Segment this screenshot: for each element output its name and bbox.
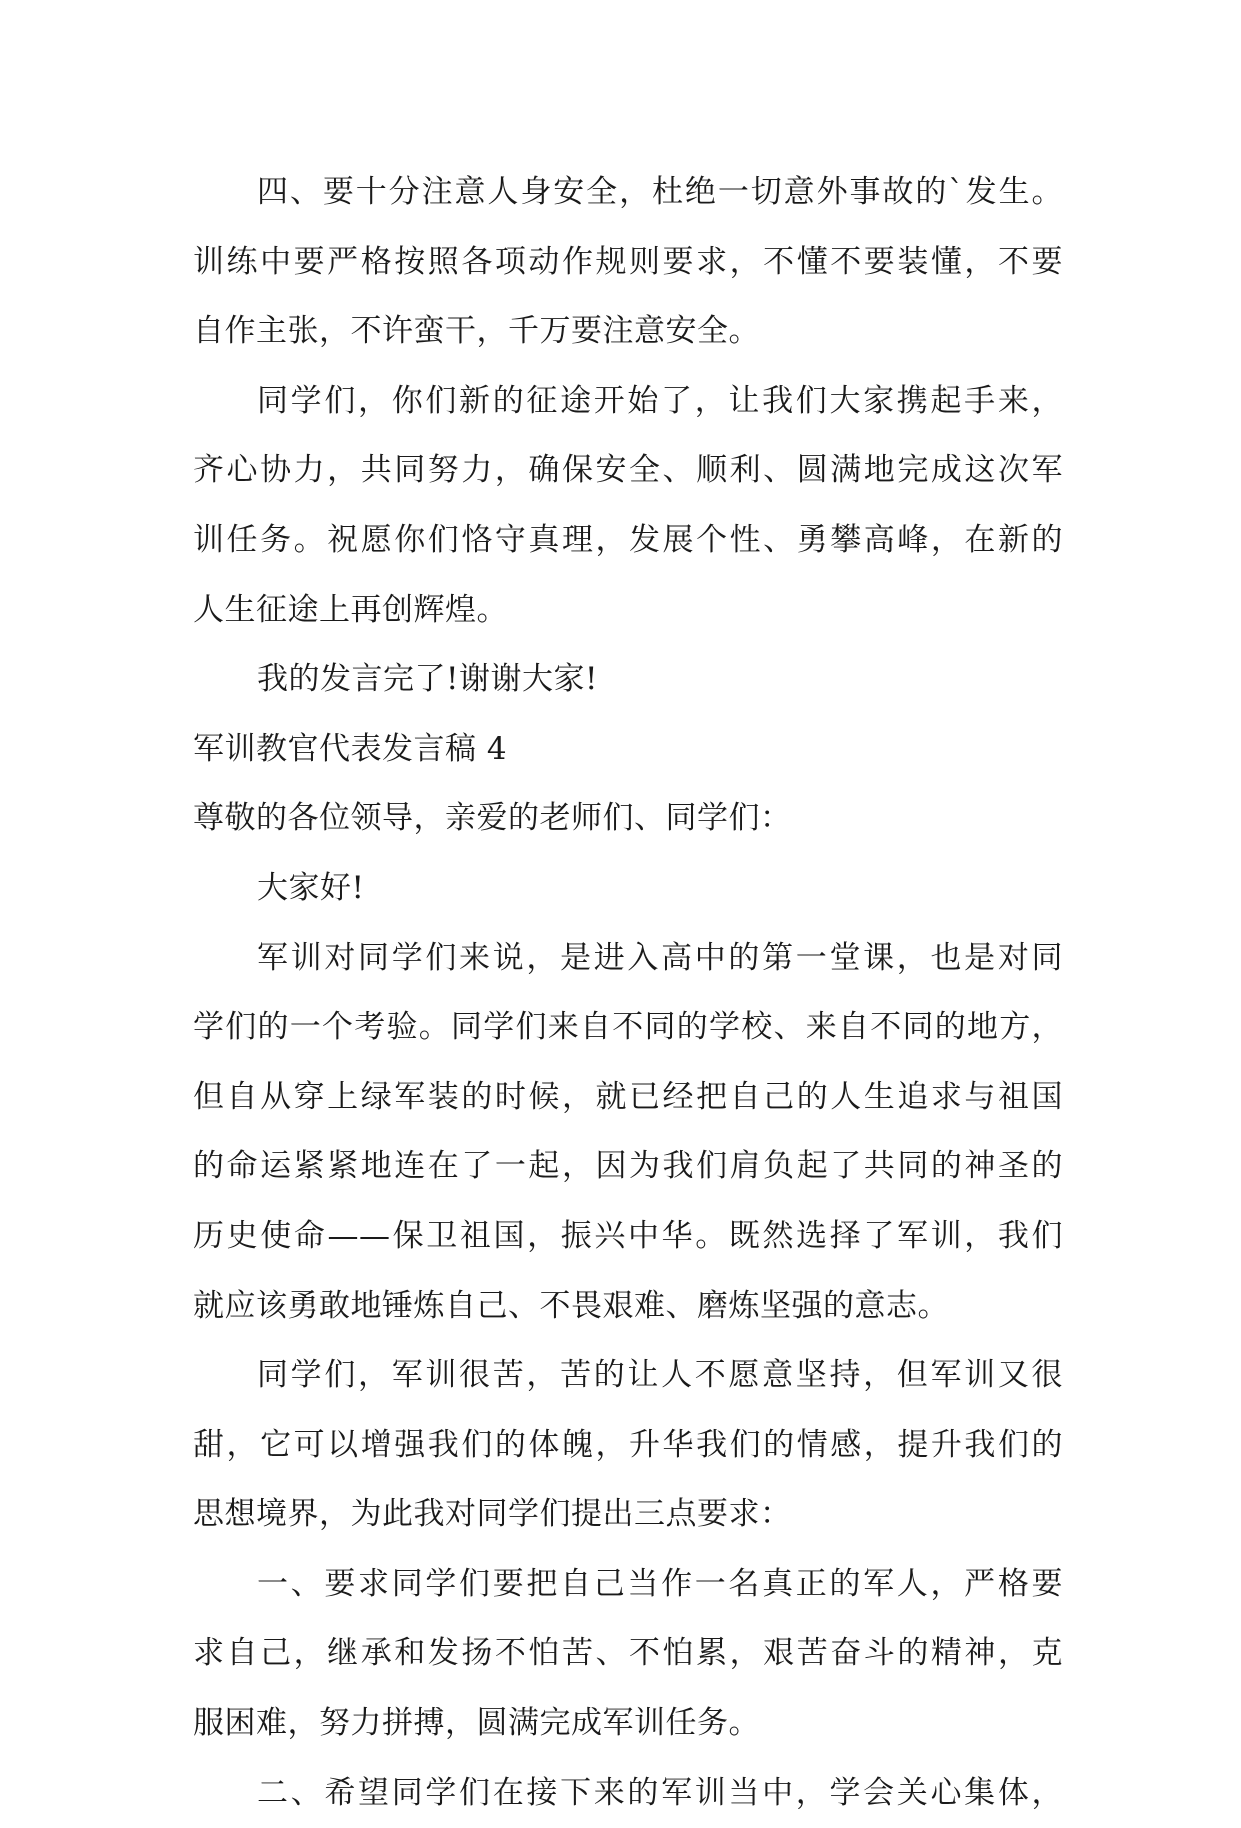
paragraph-line: 的命运紧紧地连在了一起，因为我们肩负起了共同的神圣的 [193, 1148, 1063, 1185]
closing-line: 我的发言完了!谢谢大家! [257, 661, 598, 698]
paragraph-line: 同学们，你们新的征途开始了，让我们大家携起手来， [257, 382, 1063, 419]
paragraph-line: 自作主张，不许蛮干，千万要注意安全。 [193, 313, 760, 350]
paragraph-line: 训任务。祝愿你们恪守真理，发展个性、勇攀高峰，在新的 [193, 521, 1063, 558]
paragraph-line: 同学们，军训很苦，苦的让人不愿意坚持，但军训又很 [257, 1357, 1063, 1394]
paragraph-line: 但自从穿上绿军装的时候，就已经把自己的人生追求与祖国 [193, 1078, 1063, 1115]
paragraph-line: 历史使命——保卫祖国，振兴中华。既然选择了军训，我们 [193, 1217, 1063, 1254]
paragraph-line: 军训对同学们来说，是进入高中的第一堂课，也是对同 [257, 939, 1063, 976]
salutation: 尊敬的各位领导，亲爱的老师们、同学们： [193, 800, 792, 837]
paragraph-line: 四、要十分注意人身安全，杜绝一切意外事故的`发生。 [257, 174, 1063, 210]
paragraph-line: 齐心协力，共同努力，确保安全、顺利、圆满地完成这次军 [193, 452, 1063, 489]
greeting: 大家好! [257, 869, 365, 906]
paragraph-line: 甜，它可以增强我们的体魄，升华我们的情感，提升我们的 [193, 1426, 1063, 1463]
paragraph-line: 求自己，继承和发扬不怕苦、不怕累，艰苦奋斗的精神，克 [193, 1635, 1063, 1672]
section-heading: 军训教官代表发言稿 4 [193, 730, 508, 767]
paragraph-line: 学们的一个考验。同学们来自不同的学校、来自不同的地方， [193, 1009, 1063, 1046]
paragraph-line: 训练中要严格按照各项动作规则要求，不懂不要装懂，不要 [193, 243, 1063, 280]
paragraph-line: 服困难，努力拼搏，圆满完成军训任务。 [193, 1705, 760, 1742]
paragraph-line: 人生征途上再创辉煌。 [193, 591, 508, 628]
paragraph-line: 就应该勇敢地锤炼自己、不畏艰难、磨炼坚强的意志。 [193, 1287, 949, 1324]
paragraph-line: 二、希望同学们在接下来的军训当中，学会关心集体， [257, 1774, 1063, 1811]
paragraph-line: 一、要求同学们要把自己当作一名真正的军人，严格要 [257, 1565, 1063, 1602]
paragraph-line: 思想境界，为此我对同学们提出三点要求： [193, 1496, 792, 1533]
document-body [193, 158, 1063, 1828]
